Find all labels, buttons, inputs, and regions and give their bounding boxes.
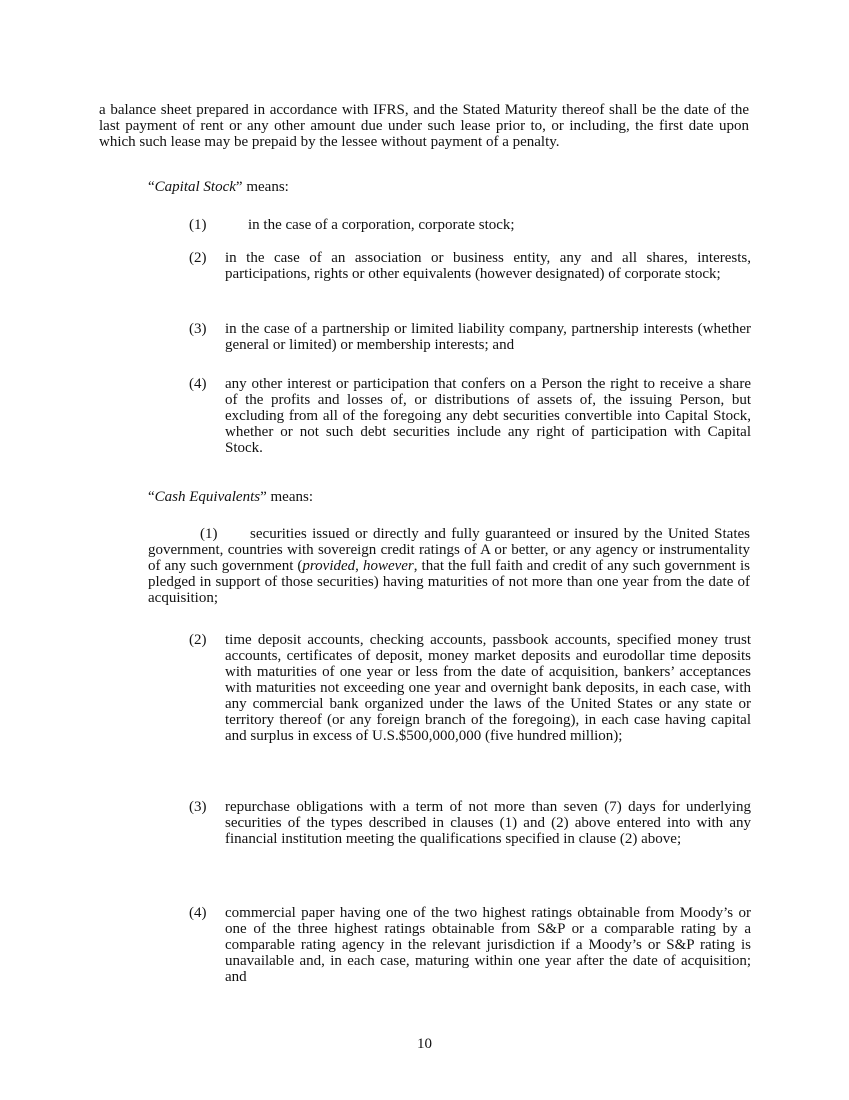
capital-stock-item-1: (1) in the case of a corporation, corporate stock; bbox=[189, 217, 515, 233]
page-number: 10 bbox=[417, 1036, 432, 1052]
capital-stock-item-4: (4) any other interest or participation that confers on a Person the right to receive a share of the profits and losses of, or distributions of assets of, the issuing Person, but excluding from all of the foregoing any debt securities convertible into Capital Stock, whether or not such debt securities include any right of participation with Capital Stock. bbox=[189, 376, 751, 456]
cash-equivalents-item-3: (3) repurchase obligations with a term of not more than seven (7) days for underlying securities of the types described in clauses (1) and (2) above entered into with any financial institution meeting the qualifications specified in clause (2) above; bbox=[189, 799, 751, 847]
capital-stock-item-3: (3) in the case of a partnership or limited liability company, partnership interests (whether general or limited) or membership interests; and bbox=[189, 321, 751, 353]
cash-equivalents-heading: “Cash Equivalents” means: bbox=[148, 489, 313, 505]
cash-equivalents-item-2: (2) time deposit accounts, checking accounts, passbook accounts, specified money trust accounts, certificates of deposit, money market deposits and eurodollar time deposits with maturities of one year or less from the date of acquisition, bankers’ acceptances with maturities not exceeding one year and overnight bank deposits, in each case, with any commercial bank organized under the laws of the United States or any state or territory thereof (or any foreign branch of the foregoing), in each case having capital and surplus in excess of U.S.$500,000,000 (five hundred million); bbox=[189, 632, 751, 744]
lead-paragraph: a balance sheet prepared in accordance with IFRS, and the Stated Maturity thereof shall be the date of the last payment of rent or any other amount due under such lease prior to, or including, the first date upon which such lease may be prepaid by the lessee without payment of a penalty. bbox=[99, 102, 749, 150]
capital-stock-term: Capital Stock bbox=[154, 179, 236, 195]
cash-equivalents-item-1: (1) securities issued or directly and fully guaranteed or insured by the United States government, countries with sovereign credit ratings of A or better, or any agency or instrumentality of any such government (provided, however, that the full faith and credit of any such government is pledged in support of those securities) having maturities of not more than one year from the date of acquisition; bbox=[148, 526, 750, 606]
capital-stock-heading: “Capital Stock” means: bbox=[148, 179, 289, 195]
cash-equivalents-item-4: (4) commercial paper having one of the two highest ratings obtainable from Moody’s or one of the three highest ratings obtainable from S&P or a comparable rating by a comparable rating agency in the relevant jurisdiction if a Moody’s or S&P rating is unavailable and, in each case, maturing within one year after the date of acquisition; and bbox=[189, 905, 751, 985]
cash-equivalents-term: Cash Equivalents bbox=[154, 489, 261, 505]
capital-stock-item-2: (2) in the case of an association or business entity, any and all shares, interests, participations, rights or other equivalents (however designated) of corporate stock; bbox=[189, 250, 751, 282]
